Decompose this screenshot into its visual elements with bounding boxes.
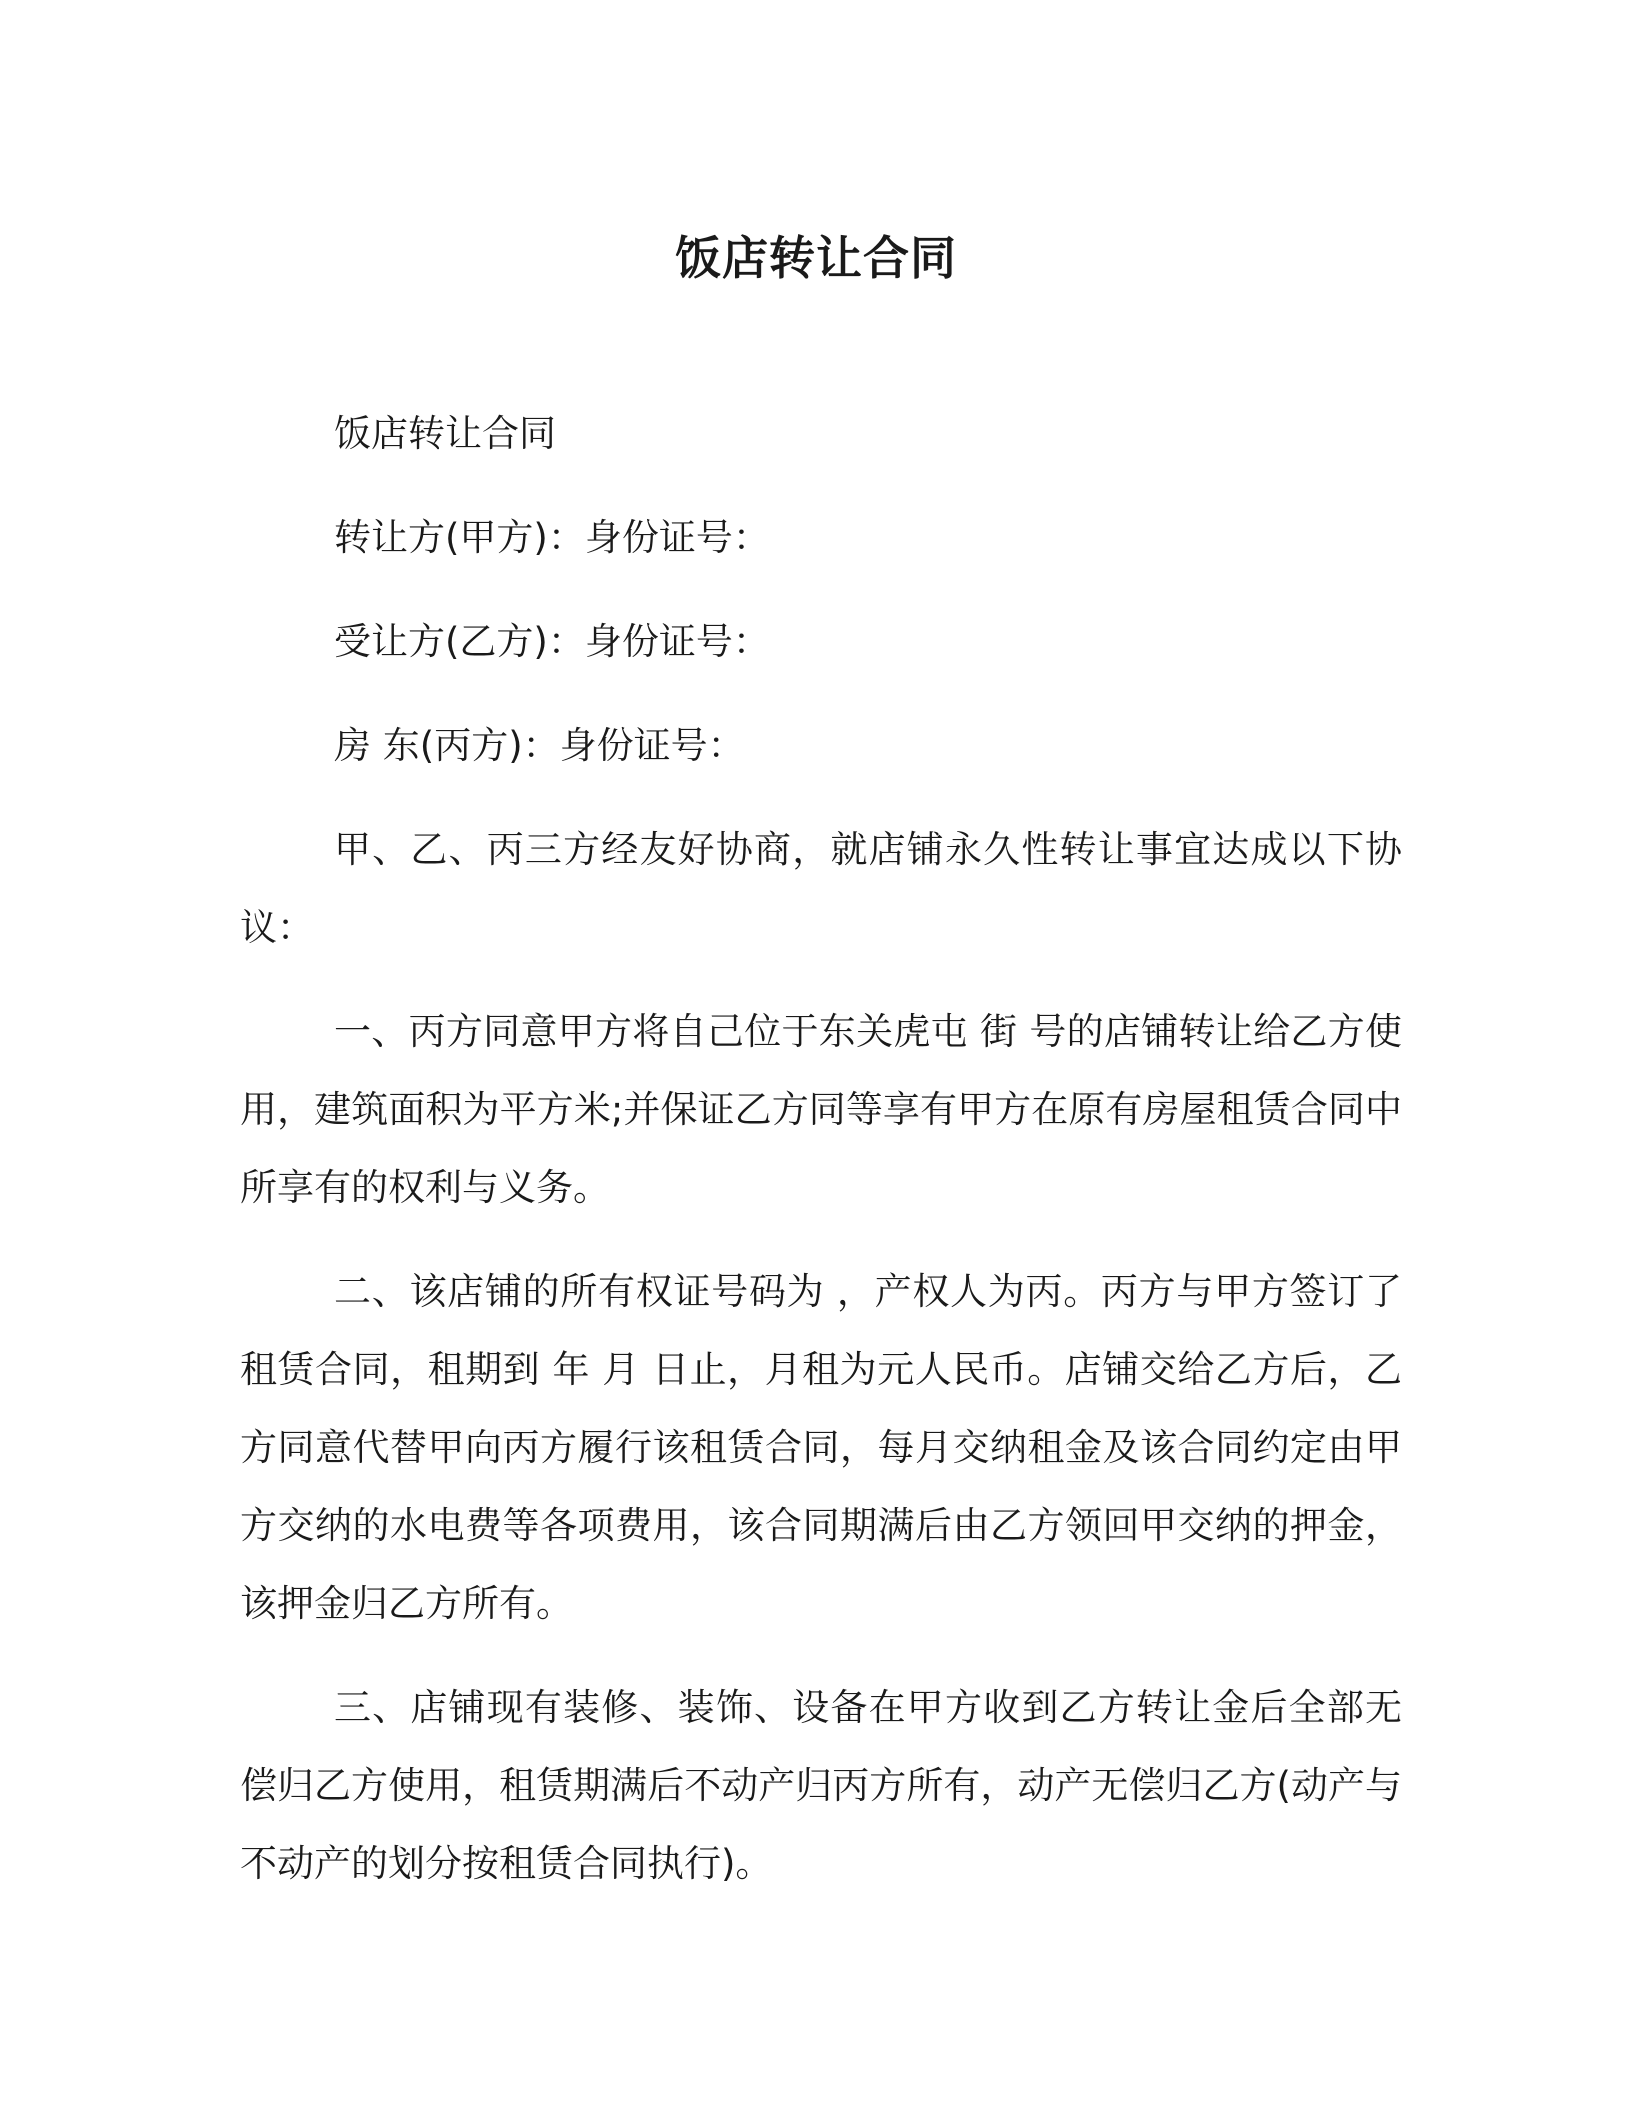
paragraph-landlord: 房 东(丙方)：身份证号：: [334, 724, 745, 767]
paragraph-clause-3: 三、店铺现有装修、装饰、设备在甲方收到乙方转让金后全部无偿归乙方使用，租赁期满后不动产归丙方所有，动产无偿归乙方(动产与不动产的划分按租赁合同执行)。: [240, 1686, 1402, 1885]
paragraph-party-b: 受让方(乙方)：身份证号：: [334, 620, 770, 663]
paragraph-heading: 饭店转让合同: [334, 412, 556, 455]
paragraph-clause-2: 二、该店铺的所有权证号码为 ，产权人为丙。丙方与甲方签订了租赁合同，租期到 年 月 日止，月租为元人民币。店铺交给乙方后，乙方同意代替甲向丙方履行该租赁合同，每月交纳租金及该合同约定由甲方交纳的水电费等各项费用，该合同期满后由乙方领回甲交纳的押金，该押金归乙方所有。: [240, 1270, 1402, 1625]
paragraph-agreement-intro: 甲、乙、丙三方经友好协商，就店铺永久性转让事宜达成以下协议：: [240, 828, 1402, 949]
document-body: [240, 395, 1402, 1929]
document-title: 饭店转让合同: [675, 231, 957, 285]
paragraph-party-a: 转让方(甲方)：身份证号：: [334, 516, 770, 559]
paragraph-clause-1: 一、丙方同意甲方将自己位于东关虎屯 街 号的店铺转让给乙方使用，建筑面积为平方米;并保证乙方同等享有甲方在原有房屋租赁合同中所享有的权利与义务。: [240, 1010, 1402, 1209]
